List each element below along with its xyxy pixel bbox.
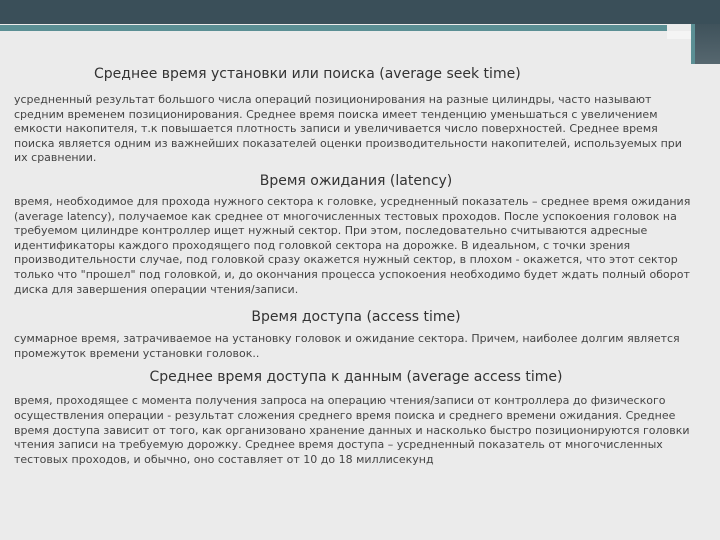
seek-time-heading: Среднее время установки или поиска (average seek time) (94, 66, 521, 82)
average-access-time-heading: Среднее время доступа к данным (average access time) (149, 369, 563, 386)
access-time-text: суммарное время, затрачиваемое на установку головок и ожидание сектора. Причем, наиболее долгим является промежуток времени установки головок.. (14, 332, 680, 360)
latency-text: время, необходимое для прохода нужного сектора к головке, усредненный показатель – среднее время ожидания (average latency), получаемое как среднее от многочисленных тестовых проходов. После успокоения головок на требуемом цилиндре контроллер ищет нужный сектор. При этом, последовательно считываются адресные идентификаторы каждого проходящего под головкой сектора на дорожке. В идеальном, с точки зрения производительности случае, под головкой сразу окажется нужный сектор, в плохом - окажется, что этот сектор только что "прошел" под головкой, и, до окончания процесса успокоения необходимо будет ждать полный оборот диска для завершения операции чтения/записи. (14, 194, 691, 296)
seek-time-text: усредненный результат большого числа операций позиционирования на разные цилиндры, часто называют средним временем позиционирования. Среднее время поиска имеет тенденцию уменьшаться с увеличением емкости накопителя, т.к повышается плотность записи и увеличивается число поверхностей. Среднее время поиска является одним из важнейших показателей оценки производительности накопителей, используемых при их сравнении. (14, 93, 682, 165)
average-access-time-text: время, проходящее с момента получения запроса на операцию чтения/записи от контроллера до физического осуществления операции - результат сложения среднего время поиска и среднего времени ожидания. Среднее время доступа зависит от того, как организовано хранение данных и насколько быстро позиционируются головки чтения записи на требуемую дорожку. Среднее время доступа – усредненный показатель от многочисленных тестовых проходов, и обычно, оно составляет от 10 до 18 миллисекунд (14, 394, 690, 466)
slide-top-bar (0, 0, 720, 24)
slide-accent-line (0, 25, 667, 31)
slide-corner-band (667, 31, 691, 39)
access-time-heading: Время доступа (access time) (251, 309, 461, 326)
slide-content (14, 58, 698, 467)
latency-heading: Время ожидания (latency) (259, 172, 453, 189)
